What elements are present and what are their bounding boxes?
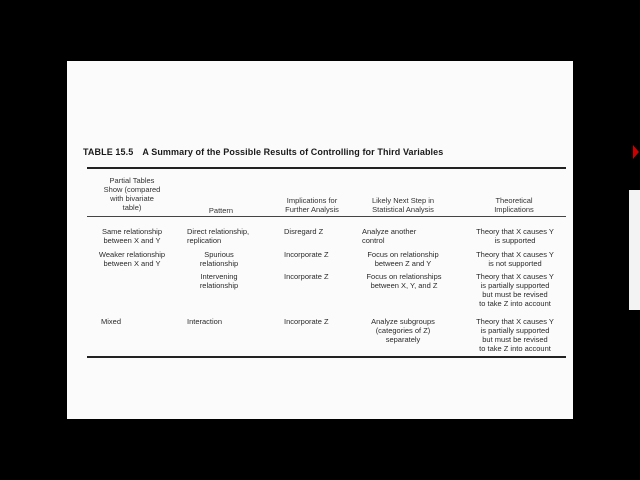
- row1-next-step: Analyze another control: [362, 227, 417, 245]
- top-rule: [87, 167, 566, 169]
- row2-pattern: Spurious relationship: [199, 250, 239, 268]
- row1-implications: Disregard Z: [284, 227, 324, 236]
- row4-theoretical: Theory that X causes Y is partially supported but must be revised to take Z into account: [476, 317, 554, 353]
- row4-pattern: Interaction: [187, 317, 223, 326]
- table-number: TABLE 15.5: [83, 147, 134, 157]
- row3-theoretical: Theory that X causes Y is partially supported but must be revised to take Z into account: [476, 272, 554, 308]
- table-caption: A Summary of the Possible Results of Controlling for Third Variables: [142, 147, 444, 157]
- row1-partial: Same relationship between X and Y: [101, 227, 163, 245]
- row2-partial: Weaker relationship between X and Y: [98, 250, 166, 268]
- row3-implications: Incorporate Z: [284, 272, 329, 281]
- header-implications: Implications for Further Analysis: [285, 196, 339, 214]
- header-partial-tables: Partial Tables Show (compared with bivariate table): [103, 176, 161, 212]
- adjacent-page-edge: [629, 190, 640, 310]
- row2-implications: Incorporate Z: [284, 250, 329, 259]
- row4-implications: Incorporate Z: [284, 317, 329, 326]
- row4-next-step: Analyze subgroups (categories of Z) separately: [371, 317, 435, 344]
- header-pattern: Pattern: [208, 206, 234, 215]
- header-rule: [87, 216, 566, 217]
- row1-theoretical: Theory that X causes Y is supported: [476, 227, 554, 245]
- row4-partial: Mixed: [101, 317, 122, 326]
- row2-next-step: Focus on relationship between Z and Y: [367, 250, 439, 268]
- bottom-rule: [87, 356, 566, 358]
- header-next-step: Likely Next Step in Statistical Analysis: [371, 196, 435, 214]
- row3-next-step: Focus on relationships between X, Y, and Z: [366, 272, 442, 290]
- row1-pattern: Direct relationship, replication: [187, 227, 250, 245]
- scanned-page: [67, 61, 573, 419]
- red-marker-icon: [633, 145, 639, 159]
- table-title: [83, 147, 443, 157]
- header-theoretical: Theoretical Implications: [494, 196, 534, 214]
- row2-theoretical: Theory that X causes Y is not supported: [476, 250, 554, 268]
- row3-pattern: Intervening relationship: [199, 272, 239, 290]
